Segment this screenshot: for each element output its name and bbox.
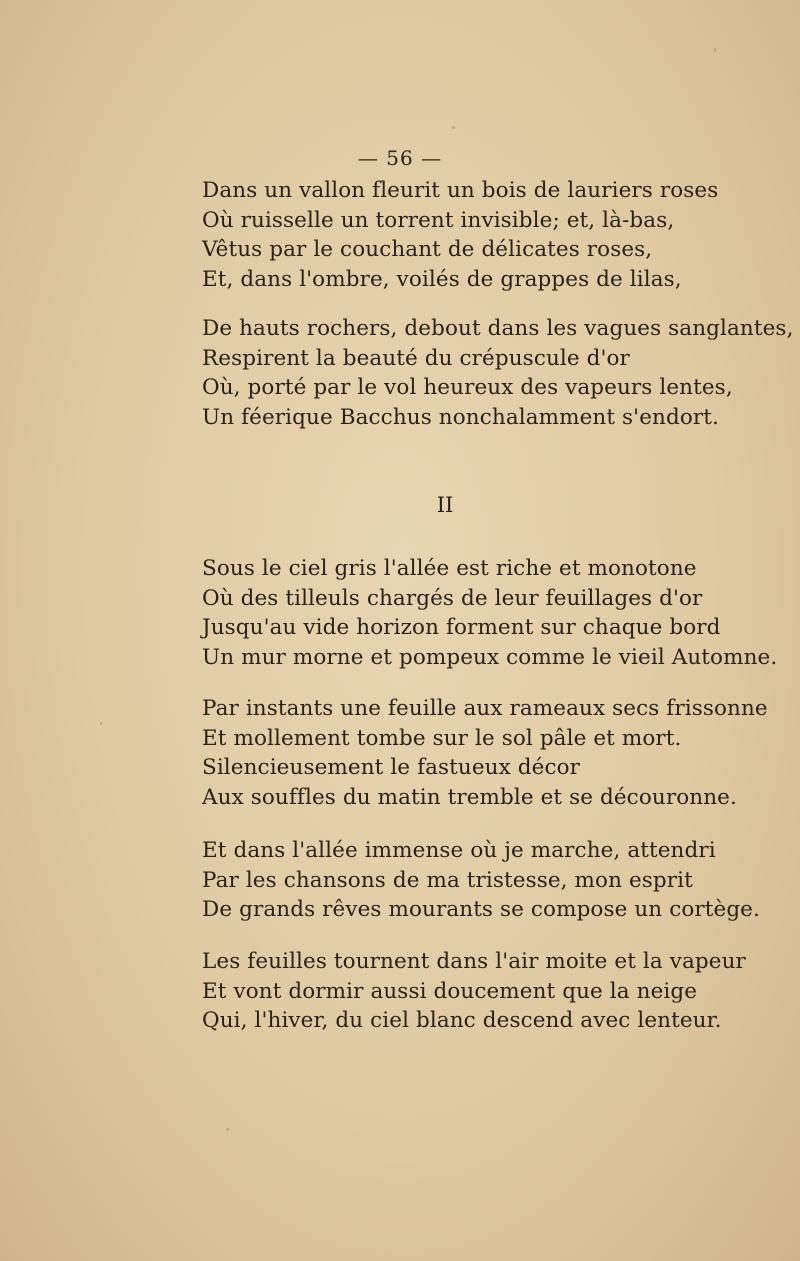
verse-line: Par instants une feuille aux rameaux secs frissonne [202,696,768,721]
verse-line: Sous le ciel gris l'allée est riche et monotone [202,556,697,581]
stanza-2 [202,314,794,432]
verse-line: Vêtus par le couchant de délicates roses, [202,237,653,262]
verse-line: De hauts rochers, debout dans les vagues sanglantes, [202,316,794,341]
verse-line: Un féerique Bacchus nonchalamment s'endort. [202,404,719,430]
verse-line: Où, porté par le vol heureux des vapeurs lentes, [202,375,733,400]
verse-line: Et dans l'allée immense où je marche, attendri [202,838,716,863]
paper-speck [452,126,455,129]
verse-line: Dans un vallon fleurit un bois de lauriers roses [202,178,719,203]
verse-line: Par les chansons de ma tristesse, mon esprit [202,867,693,893]
stanza-5 [202,836,762,925]
section-numeral: II [436,493,454,517]
paper-speck [714,48,716,52]
verse-line: Où des tilleuls chargés de leur feuillages d'or [202,585,703,611]
verse-line: Et mollement tombe sur le sol pâle et mort. [202,725,682,751]
page-number: — 56 — [357,146,443,170]
stanza-6 [202,947,762,1036]
verse-line: Respirent la beauté du crépuscule d'or [202,345,630,371]
verse-line: Les feuilles tournent dans l'air moite et la vapeur [202,949,746,974]
paper-speck [100,722,102,725]
verse-line: Un mur morne et pompeux comme le vieil Automne. [202,644,778,670]
verse-line: Où ruisselle un torrent invisible; et, là-bas, [202,207,675,233]
stanza-1 [202,176,762,294]
verse-line: Qui, l'hiver, du ciel blanc descend avec lenteur. [202,1008,722,1033]
verse-line: Et, dans l'ombre, voilés de grappes de lilas, [202,266,682,292]
stanza-3 [202,554,778,672]
verse-line: Et vont dormir aussi doucement que la neige [202,978,698,1004]
stanza-4 [202,694,768,812]
paper-speck [226,1128,229,1131]
verse-line: Aux souffles du matin tremble et se découronne. [202,784,737,810]
verse-line: De grands rêves mourants se compose un cortège. [202,897,760,922]
verse-line: Silencieusement le fastueux décor [202,755,581,780]
verse-line: Jusqu'au vide horizon forment sur chaque bord [202,615,721,640]
